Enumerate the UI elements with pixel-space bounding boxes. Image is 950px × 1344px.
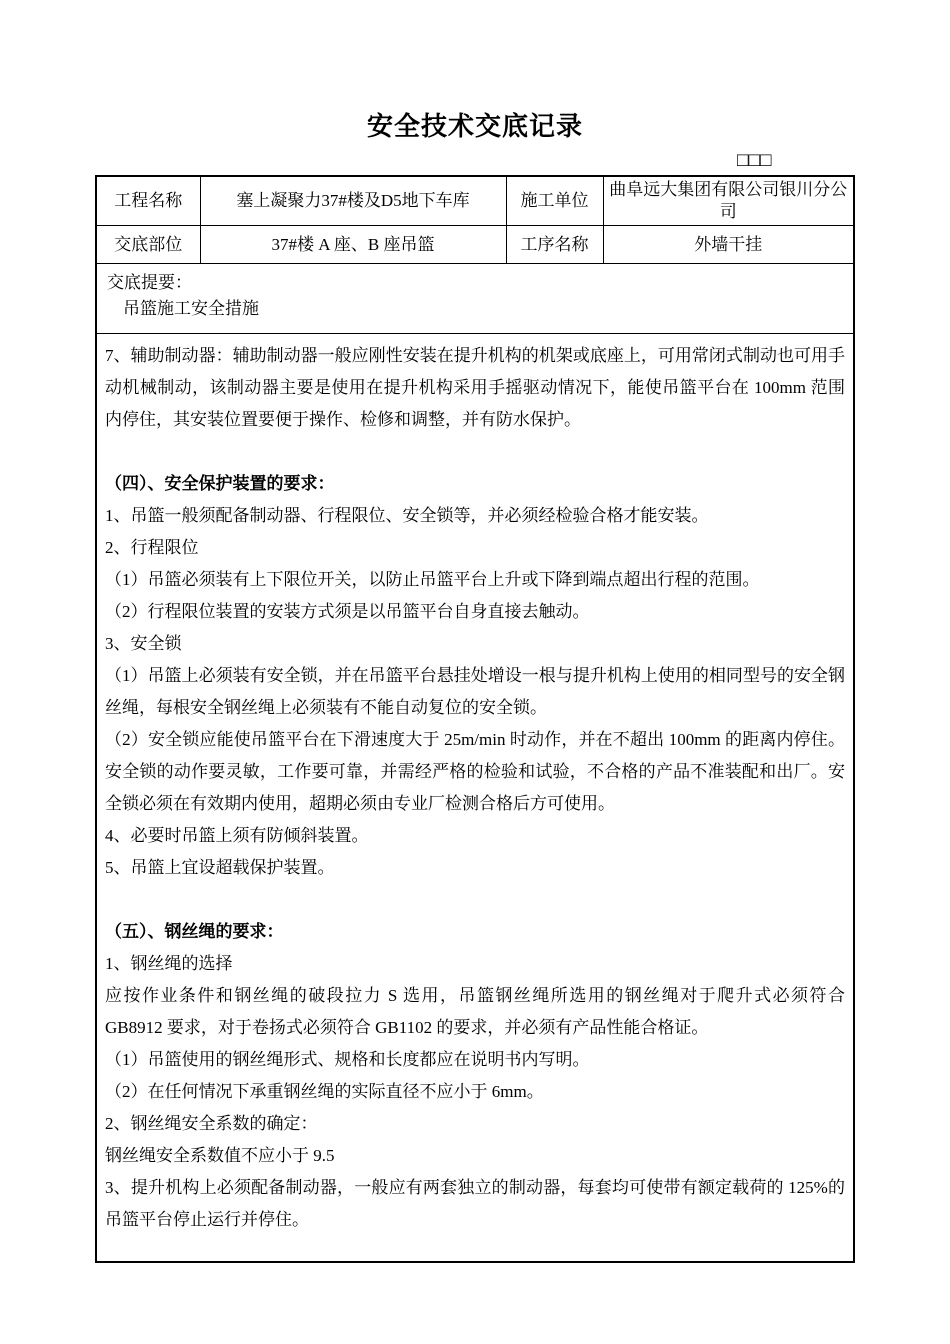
document-code: □□□ [737, 150, 772, 171]
item-5-1: 1、钢丝绳的选择 [105, 954, 233, 973]
item-4-1: 1、吊篮一般须配备制动器、行程限位、安全锁等，并必须经检验合格才能安装。 [105, 506, 709, 525]
item-5-1-2: （2）在任何情况下承重钢丝绳的实际直径不应小于 6mm。 [105, 1082, 544, 1101]
item-5-1-text: 应按作业条件和钢丝绳的破段拉力 S 选用，吊篮钢丝绳所选用的钢丝绳对于爬升式必须符合 GB8912 要求，对于卷扬式必须符合 GB1102 的要求，并必须有产品性能合格证。 [105, 986, 845, 1037]
paragraph-auxiliary-brake: 7、辅助制动器：辅助制动器一般应刚性安装在提升机构的机架或底座上，可用常闭式制动也可用手动机械制动，该制动器主要是使用在提升机构采用手摇驱动情况下，能使吊篮平台在 100mm 范围内停住，其安装位置要便于操作、检修和调整，并有防水保护。 [105, 346, 845, 429]
location-value: 37#楼 A 座、B 座吊篮 [200, 226, 506, 264]
process-value: 外墙干挂 [603, 226, 853, 264]
item-4-3-1: （1）吊篮上必须装有安全锁，并在吊篮平台悬挂处增设一根与提升机构上使用的相同型号的安全钢丝绳，每根安全钢丝绳上必须装有不能自动复位的安全锁。 [105, 666, 845, 717]
project-name-value: 塞上凝聚力37#楼及D5地下车库 [200, 177, 506, 226]
section-heading-5: （五）、钢丝绳的要求： [105, 922, 284, 941]
item-4-3: 3、安全锁 [105, 634, 182, 653]
info-table [97, 177, 853, 264]
item-5-3: 3、提升机构上必须配备制动器，一般应有两套独立的制动器，每套均可使带有额定载荷的 125%的吊篮平台停止运行并停住。 [105, 1178, 845, 1229]
summary-label: 交底提要： [107, 273, 192, 292]
info-row-1 [97, 177, 853, 226]
item-5-1-1: （1）吊篮使用的钢丝绳形式、规格和长度都应在说明书内写明。 [105, 1050, 590, 1069]
item-4-4: 4、必要时吊篮上须有防倾斜装置。 [105, 826, 369, 845]
item-4-2-2: （2）行程限位装置的安装方式须是以吊篮平台自身直接去触动。 [105, 602, 590, 621]
item-4-5: 5、吊篮上宜设超载保护装置。 [105, 858, 335, 877]
location-label: 交底部位 [97, 226, 200, 264]
record-frame [95, 175, 855, 1263]
summary-section [97, 264, 853, 334]
summary-content: 吊篮施工安全措施 [123, 299, 259, 318]
body-text [97, 334, 853, 1236]
item-5-2: 2、钢丝绳安全系数的确定： [105, 1114, 318, 1133]
item-4-2-1: （1）吊篮必须装有上下限位开关，以防止吊篮平台上升或下降到端点超出行程的范围。 [105, 570, 760, 589]
process-label: 工序名称 [506, 226, 603, 264]
project-name-label: 工程名称 [97, 177, 200, 226]
item-5-2-text: 钢丝绳安全系数值不应小于 9.5 [105, 1146, 335, 1165]
info-row-2 [97, 226, 853, 264]
item-4-3-2: （2）安全锁应能使吊篮平台在下滑速度大于 25m/min 时动作，并在不超出 100mm 的距离内停住。安全锁的动作要灵敏，工作要可靠，并需经严格的检验和试验，不合格的产品不准装配和出厂。安全锁必须在有效期内使用，超期必须由专业厂检测合格后方可使用。 [105, 730, 845, 813]
contractor-value: 曲阜远大集团有限公司银川分公司 [603, 177, 853, 226]
section-heading-4: （四）、安全保护装置的要求： [105, 474, 335, 493]
document-title: 安全技术交底记录 [366, 112, 583, 141]
item-4-2: 2、行程限位 [105, 538, 199, 557]
contractor-label: 施工单位 [506, 177, 603, 226]
